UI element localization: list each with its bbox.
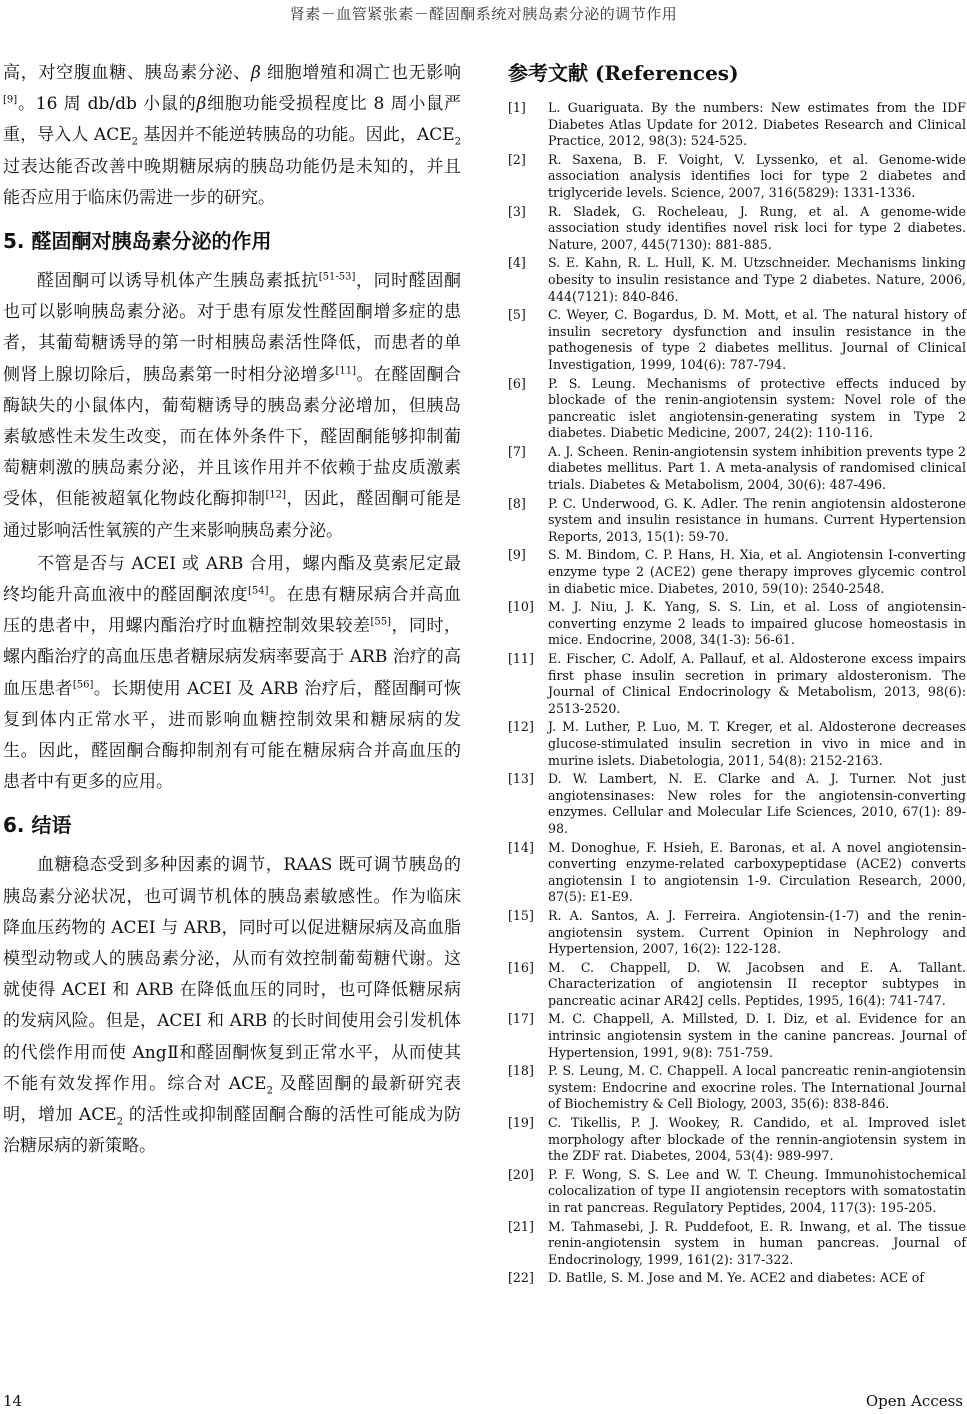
reference-text: D. Batlle, S. M. Jose and M. Ye. ACE2 and diabetes: ACE of (548, 1270, 925, 1286)
reference-number: [21] (508, 1218, 534, 1234)
reference-number: [20] (508, 1166, 534, 1182)
reference-text: M. C. Chappell, D. W. Jacobsen and E. A. Tallant. Characterization of angiotensin II receptor subtypes in pancreatic acinar AR42J cells. Peptides, 1995, 16(4): 741-747. (548, 959, 966, 1008)
reference-number: [10] (508, 599, 534, 615)
journal-label: Open Access (865, 1392, 963, 1410)
reference-item (508, 840, 966, 906)
reference-number: [22] (508, 1270, 534, 1286)
reference-number: [19] (508, 1115, 534, 1131)
reference-item (508, 960, 966, 1010)
reference-text: M. C. Chappell, A. Millsted, D. I. Diz, et al. Evidence for an intrinsic angiotensin system in the canine pancreas. Journal of Hypertension, 1991, 9(8): 751-759. (548, 1011, 966, 1060)
reference-number: [12] (508, 719, 534, 735)
reference-text: S. M. Bindom, C. P. Hans, H. Xia, et al. Angiotensin I-converting enzyme type 2 (ACE2) gene therapy improves glycemic control in diabetic mice. Diabetes, 2010, 59(10): 2540-2548. (548, 547, 966, 596)
reference-number: [4] (508, 255, 526, 271)
reference-number: [17] (508, 1011, 534, 1027)
page-number: 14 (3, 1392, 23, 1410)
reference-item (508, 547, 966, 597)
reference-text: P. F. Wong, S. S. Lee and W. T. Cheung. Immunohistochemical colocalization of type II angiotensin receptors with somatostatin in rat pancreas. Regulatory Peptides, 2004, 117(3): 195-205. (548, 1166, 966, 1215)
reference-text: P. C. Underwood, G. K. Adler. The renin angiotensin aldosterone system and insulin resistance in humans. Current Hypertension Reports, 2013, 15(1): 59-70. (548, 495, 966, 544)
citation: [51-53] (318, 271, 356, 283)
reference-number: [13] (508, 771, 534, 787)
reference-text: M. Donoghue, F. Hsieh, E. Baronas, et al. A novel angiotensin-converting enzyme-related carboxypeptidase (ACE2) converts angiotensin I to angiotensin 1-9. Circulation Research, 2000, 87(5): E1-E9. (548, 839, 966, 905)
reference-text: D. W. Lambert, N. E. Clarke and A. J. Turner. Not just angiotensinases: New roles for the angiotensin-converting enzymes. Cellular and Molecular Life Sciences, 2010, 67(1): 89-98. (548, 771, 966, 836)
reference-item (508, 152, 966, 202)
reference-text: C. Weyer, C. Bogardus, D. M. Mott, et al. The natural history of insulin secretory dysfunction and insulin resistance in the pathogenesis of type 2 diabetes mellitus. Journal of Clinical Investigation, 1999, 104(6): 787-794. (548, 307, 966, 372)
reference-item (508, 444, 966, 494)
reference-number: [2] (508, 151, 526, 167)
reference-item (508, 771, 966, 837)
reference-item (508, 599, 966, 649)
paragraph: 高，对空腹血糖、胰岛素分泌、β 细胞增殖和凋亡也无影响[9]。16 周 db/db 小鼠的β细胞功能受损程度比 8 周小鼠严重，导入人 $ACE_2$ 基因并不能逆转胰岛的功能。因此，$ACE_2$ 过表达能否改善中晚期糖尿病的胰岛功能仍是未知的，并且能否应用于临床仍需进一步的研究。 (3, 63, 462, 208)
reference-item (508, 1167, 966, 1217)
reference-text: P. S. Leung. Mechanisms of protective effects induced by blockade of the renin-angiotensin system: Novel role of the pancreatic islet angiotensin-generating system in Type 2 diabetes. Diabetic Medicine, 2007, 24(2): 110-116. (548, 375, 966, 441)
reference-item (508, 1219, 966, 1269)
reference-number: [9] (508, 547, 526, 563)
reference-item (508, 496, 966, 546)
reference-text: R. Sladek, G. Rocheleau, J. Rung, et al. A genome-wide association study identifies novel risk loci for type 2 diabetes. Nature, 2007, 445(7130): 881-885. (548, 203, 966, 252)
reference-text: E. Fischer, C. Adolf, A. Pallauf, et al. Aldosterone excess impairs first phase insulin secretion in primary aldosteronism. The Journal of Clinical Endocrinology & Metabolism, 2013, 98(6): 2513-2520. (548, 651, 966, 716)
section-heading: 6. 结语 (3, 813, 72, 838)
reference-number: [14] (508, 839, 534, 855)
reference-item (508, 307, 966, 373)
reference-text: J. M. Luther, P. Luo, M. T. Kreger, et al. Aldosterone decreases glucose-stimulated insulin secretion in vivo in mice and in murine islets. Diabetologia, 2011, 54(8): 2152-2163. (548, 719, 966, 768)
reference-text: A. J. Scheen. Renin-angiotensin system inhibition prevents type 2 diabetes mellitus. Part 1. A meta-analysis of randomised clinical trials. Diabetes & Metabolism, 2004, 30(6): 487-496. (548, 443, 966, 493)
reference-number: [15] (508, 907, 534, 923)
reference-text: P. S. Leung, M. C. Chappell. A local pancreatic renin-angiotensin system: Endocrine and exocrine roles. The International Journal of Biochemistry & Cell Biology, 2003, 35(6): 838-846. (548, 1063, 966, 1112)
reference-text: M. J. Niu, J. K. Yang, S. S. Lin, et al. Loss of angiotensin-converting enzyme 2 leads to impaired glucose homeostasis in mice. Endocrine, 2008, 34(1-3): 56-61. (548, 599, 966, 648)
reference-item (508, 1115, 966, 1165)
reference-item (508, 1011, 966, 1061)
reference-text: M. Tahmasebi, J. R. Puddefoot, E. R. Inwang, et al. The tissue renin-angiotensin system in human pancreas. Journal of Endocrinology, 1999, 161(2): 317-322. (548, 1218, 966, 1267)
references-heading: 参考文献 (References) (508, 61, 739, 85)
reference-item (508, 204, 966, 254)
reference-number: [6] (508, 375, 526, 391)
reference-list (508, 100, 966, 1287)
citation: [9] (3, 94, 18, 106)
citation: [55] (370, 616, 392, 628)
reference-text: L. Guariguata. By the numbers: New estimates from the IDF Diabetes Atlas Update for 2012. Diabetes Research and Clinical Practice, 2012, 98(3): 524-525. (548, 100, 966, 149)
body-column (3, 58, 461, 1165)
reference-number: [5] (508, 307, 526, 323)
citation: [56] (72, 679, 94, 690)
reference-text: S. E. Kahn, R. L. Hull, K. M. Utzschneider. Mechanisms linking obesity to insulin resistance and Type 2 diabetes. Nature, 2006, 444(7121): 840-846. (548, 255, 966, 304)
reference-number: [18] (508, 1063, 534, 1079)
reference-number: [11] (508, 651, 534, 666)
reference-number: [8] (508, 495, 526, 511)
reference-item (508, 719, 966, 769)
references-column (508, 58, 966, 1289)
paragraph: 血糖稳态受到多种因素的调节，RAAS 既可调节胰岛的胰岛素分泌状况，也可调节机体的胰岛素敏感性。作为临床降血压药物的 ACEI 与 ARB，同时可以促进糖尿病及高血脂模型动物或人的胰岛素分泌，从而有效控制葡萄糖代谢。这就使得 ACEI 和 ARB 在降低血压的同时，也可降低糖尿病的发病风险。但是，ACEI 和 ARB 的长时间使用会引发机体的代偿作用而使 AngⅡ和醛固酮恢复到正常水平，从而使其不能有效发挥作用。综合对 $ACE_2$ 及醛固酮的最新研究表明，增加 $ACE_2$ 的活性或抑制醛固酮合酶的活性可能成为防治糖尿病的新策略。 (3, 855, 461, 1157)
reference-item (508, 651, 966, 717)
paragraph: 不管是否与 ACEI 或 ARB 合用，螺内酯及莫索尼定最终均能升高血液中的醛固酮浓度[54]。在患有糖尿病合并高血压的患者中，用螺内酯治疗时血糖控制效果较差[55]，同时，螺内酯治疗的高血压患者糖尿病发病率要高于 ARB 治疗的高血压患者[56]。长期使用 ACEI 及 ARB 治疗后，醛固酮可恢复到体内正常水平，进而影响血糖控制效果和糖尿病的发生。因此，醛固酮合酶抑制剂有可能在糖尿病合并高血压的患者中有更多的应用。 (3, 553, 462, 793)
reference-item (508, 908, 966, 958)
citation: [54] (247, 585, 269, 597)
citation: [12] (265, 489, 287, 501)
reference-text: R. Saxena, B. F. Voight, V. Lyssenko, et al. Genome-wide association analysis identifies loci for type 2 diabetes and triglyceride levels. Science, 2007, 316(5829): 1331-1336. (548, 151, 966, 200)
reference-number: [16] (508, 959, 534, 975)
reference-item (508, 255, 966, 305)
reference-item (508, 376, 966, 442)
reference-item (508, 1063, 966, 1113)
paragraph: 醛固酮可以诱导机体产生胰岛素抵抗[51-53]，同时醛固酮也可以影响胰岛素分泌。对于患有原发性醛固酮增多症的患者，其葡萄糖诱导的第一时相胰岛素活性降低，而患者的单侧肾上腺切除后，胰岛素第一时相分泌增多[11]。在醛固酮合酶缺失的小鼠体内，葡萄糖诱导的胰岛素分泌增加，但胰岛素敏感性未发生改变，而在体外条件下，醛固酮能够抑制葡萄糖刺激的胰岛素分泌，并且该作用并不依赖于盐皮质激素受体，但能被超氧化物歧化酶抑制[12]，因此，醛固酮可能是通过影响活性氧簇的产生来影响胰岛素分泌。 (3, 271, 462, 541)
reference-item (508, 1270, 966, 1287)
citation: [11] (335, 364, 357, 376)
reference-text: C. Tikellis, P. J. Wookey, R. Candido, et al. Improved islet morphology after blockade of the rennin-angiotensin system in the ZDF rat. Diabetes, 2004, 53(4): 989-997. (548, 1115, 966, 1164)
reference-text: R. A. Santos, A. J. Ferreira. Angiotensin-(1-7) and the renin-angiotensin system. Current Opinion in Nephrology and Hypertension, 2007, 16(2): 122-128. (548, 907, 966, 957)
reference-number: [3] (508, 203, 526, 219)
running-header: 肾素－血管紧张素－醛固酮系统对胰岛素分泌的调节作用 (289, 5, 678, 23)
reference-item (508, 100, 966, 150)
reference-number: [7] (508, 443, 526, 459)
section-heading: 5. 醛固酮对胰岛素分泌的作用 (3, 229, 272, 254)
reference-number: [1] (508, 100, 526, 115)
